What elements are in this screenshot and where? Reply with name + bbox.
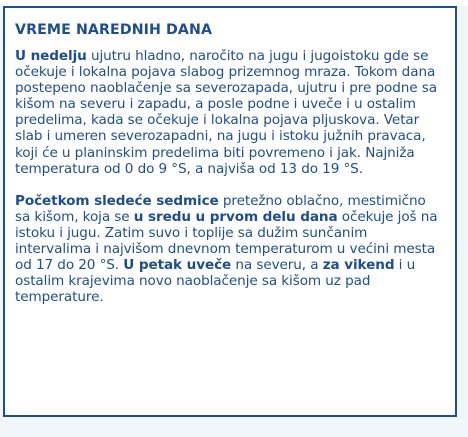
forecast-paragraph-next-week xyxy=(15,193,445,306)
forecast-box xyxy=(3,6,457,417)
next-week-text-3: na severu, a xyxy=(231,257,323,274)
forecast-paragraph-sunday xyxy=(15,48,445,177)
sunday-text: ujutru hladno, naročito na jugu i jugoistoku gde se očekuje i lokalna pojava slabog prizemnog mraza. Tokom dana postepeno naoblačenje sa severozapada, ujutru i pre podne sa kišom na severu i zapadu, a posle podne i uveče i u ostalim predelima, kada se očekuje i lokalna pojava pljuskova. Vetar slab i umeren severozapadni, na jugu i istoku južnih pravaca, koji će u planinskim predelima biti povremeno i jak. Najniža temperatura od 0 do 9 °S, a najviša od 13 do 19 °S. xyxy=(15,48,437,177)
label-next-week: Početkom sledeće sedmice xyxy=(15,192,219,209)
forecast-title: VREME NAREDNIH DANA xyxy=(15,22,213,38)
next-week-text-1: pretežno oblačno, mestimično sa kišom, koja se xyxy=(15,192,426,225)
label-wednesday: u sredu u prvom delu dana xyxy=(133,208,338,225)
next-week-text-2: očekuje još na istoku i jugu. Zatim suvo i toplije sa dužim sunčanim intervalima i najvišom dnevnom temperaturom u većini mesta od 17 do 20 °S. xyxy=(15,208,438,274)
day-label-sunday: U nedelju xyxy=(15,48,87,64)
label-weekend: za vikend xyxy=(322,257,395,274)
next-week-text-4: i u ostalim krajevima novo naoblačenje sa kišom uz pad temperature. xyxy=(15,257,416,306)
label-friday-evening: U petak uveče xyxy=(123,257,232,274)
